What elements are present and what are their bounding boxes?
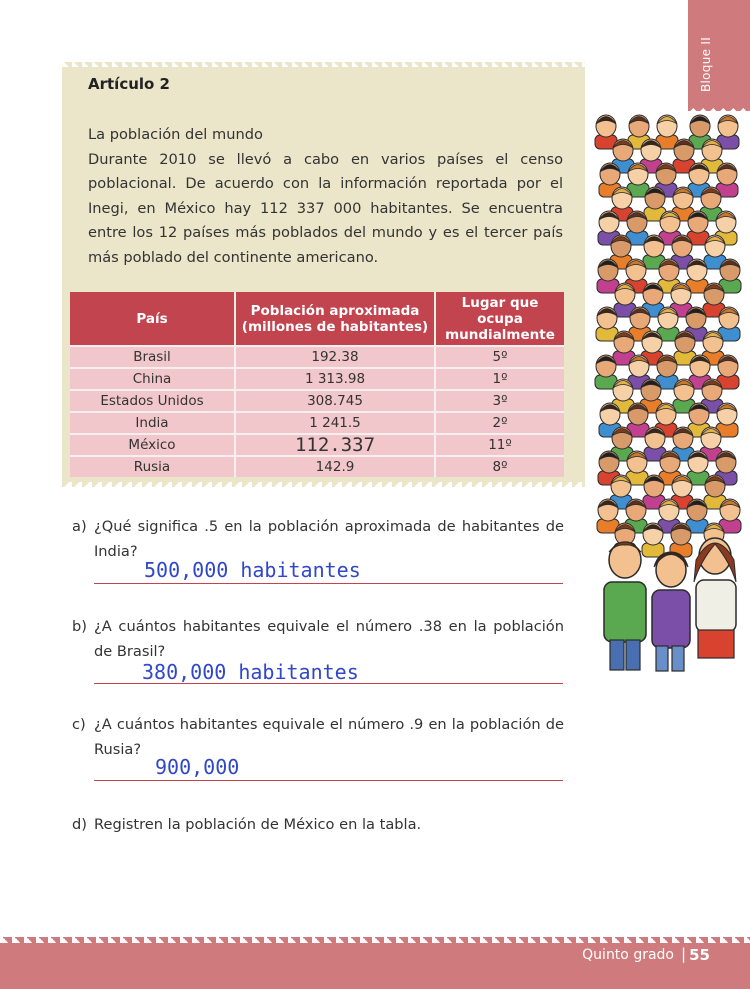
foreground-people xyxy=(604,538,736,671)
question-d xyxy=(72,813,564,838)
question-c xyxy=(72,713,564,762)
cell-population: 142.9 xyxy=(235,456,435,477)
question-text: ¿A cuántos habitantes equivale el número .9 en la población de Rusia? xyxy=(94,716,564,758)
cell-country: India xyxy=(70,412,235,434)
cell-country: Brasil xyxy=(70,346,235,368)
bloque-label: Bloque II xyxy=(699,36,713,92)
answer-b[interactable]: 380,000 habitantes xyxy=(142,660,359,684)
question-letter: c) xyxy=(72,716,86,733)
cell-population: 192.38 xyxy=(235,346,435,368)
question-text: Registren la población de México en la tabla. xyxy=(94,816,422,833)
question-a xyxy=(72,515,564,564)
question-letter: a) xyxy=(72,518,87,535)
question-text: ¿A cuántos habitantes equivale el número .38 en la población de Brasil? xyxy=(94,618,564,660)
table-row xyxy=(70,346,564,368)
article-subtitle: La población del mundo xyxy=(88,126,263,143)
answer-line-c[interactable] xyxy=(94,780,563,781)
table-row xyxy=(70,368,564,390)
footer-separator: | xyxy=(680,945,686,963)
cell-rank: 8º xyxy=(435,456,564,477)
table-row xyxy=(70,456,564,477)
page-footer xyxy=(0,943,750,989)
cell-country: México xyxy=(70,434,235,456)
cell-population: 308.745 xyxy=(235,390,435,412)
header-population: Población aproximada (millones de habitantes) xyxy=(235,292,435,346)
question-letter: d) xyxy=(72,816,87,833)
page-number: 55 xyxy=(689,946,710,964)
question-letter: b) xyxy=(72,618,87,635)
footer-grade: Quinto grado xyxy=(582,947,674,963)
cell-rank: 1º xyxy=(435,368,564,390)
article-title: Artículo 2 xyxy=(88,75,170,93)
article-text xyxy=(88,123,563,270)
cell-rank: 2º xyxy=(435,412,564,434)
bloque-tab xyxy=(688,0,750,106)
article-body: Durante 2010 se llevó a cabo en varios países el censo poblacional. De acuerdo con la información reportada por el Inegi, en México hay 112 337 000 habitantes. Se encuentra entre los 12 países más poblados del mundo y es el tercer país más poblado del continente americano. xyxy=(88,150,563,266)
answer-c[interactable]: 900,000 xyxy=(155,755,240,779)
question-b xyxy=(72,615,564,664)
cell-country: Rusia xyxy=(70,456,235,477)
header-country: País xyxy=(70,292,235,346)
table-row xyxy=(70,390,564,412)
cell-population: 1 241.5 xyxy=(235,412,435,434)
cell-country: China xyxy=(70,368,235,390)
table-row xyxy=(70,412,564,434)
cell-country: Estados Unidos xyxy=(70,390,235,412)
crowd-illustration xyxy=(594,112,744,675)
question-text: ¿Qué significa .5 en la población aproximada de habitantes de India? xyxy=(94,518,564,560)
cell-rank: 11º xyxy=(435,434,564,456)
header-rank: Lugar que ocupa mundialmente xyxy=(435,292,564,346)
table-header-row xyxy=(70,292,564,346)
crowd-heads xyxy=(595,115,741,557)
answer-a[interactable]: 500,000 habitantes xyxy=(144,558,361,582)
answer-line-a[interactable] xyxy=(94,583,563,584)
cell-rank: 3º xyxy=(435,390,564,412)
cell-population: 1 313.98 xyxy=(235,368,435,390)
cell-rank: 5º xyxy=(435,346,564,368)
population-table xyxy=(70,292,564,477)
cell-population-handwritten[interactable]: 112.337 xyxy=(235,434,435,456)
table-row xyxy=(70,434,564,456)
